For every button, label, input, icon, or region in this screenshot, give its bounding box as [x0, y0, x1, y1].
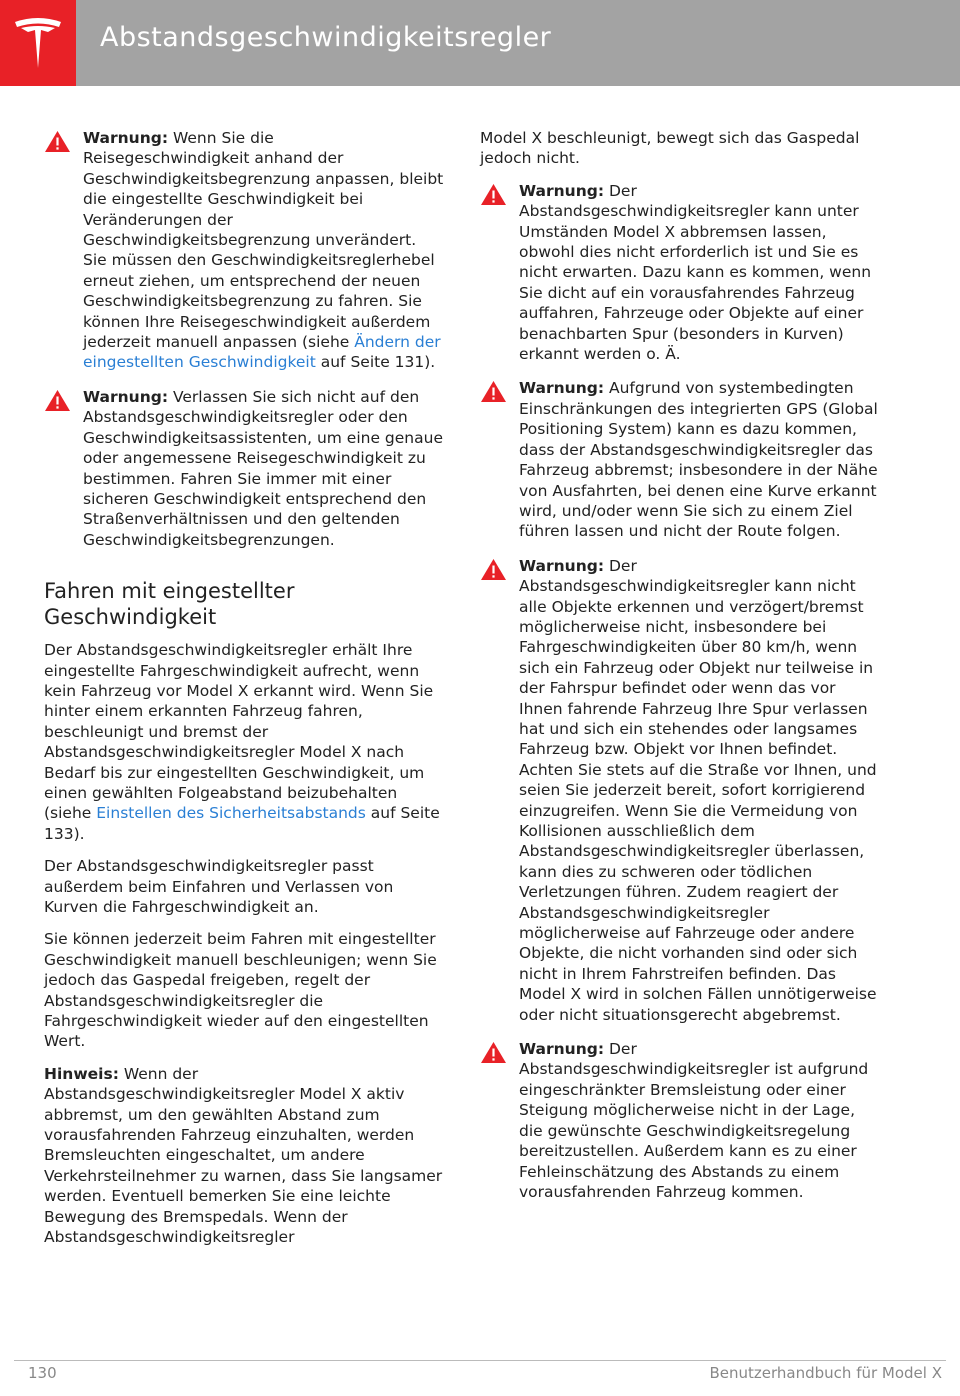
link-einstellen-des-sicherheitsabstands[interactable]: Einstellen des Sicherheitsabstands: [96, 804, 366, 823]
footer-title: Benutzerhandbuch für Model X: [709, 1364, 942, 1382]
warning-block: [44, 128, 444, 373]
warning-block: [480, 378, 880, 541]
page-header: [0, 0, 960, 86]
warning-label: Warnung:: [519, 379, 605, 398]
page-number: 130: [28, 1364, 57, 1382]
tesla-logo-icon: [0, 0, 76, 86]
paragraph: Model X beschleunigt, bewegt sich das Gaspedal jedoch nicht.: [480, 129, 860, 168]
paragraph: [44, 640, 444, 844]
note: [44, 1064, 444, 1248]
warning-triangle-icon: [480, 380, 507, 403]
warning-triangle-icon: [480, 183, 507, 206]
warning-text: Der Abstandsgeschwindigkeitsregler kann unter Umständen Model X abbremsen lassen, obwohl dies nicht erforderlich ist und Sie es nicht erwarten. Dazu kann es kommen, wenn Sie dicht auf ein vorausfahrendes Fahrzeug auffahren, Fahrzeuge oder Objekte auf einer benachbarten Spur (besonders in Kurven) erkannt werden o. Ä.: [519, 181, 872, 364]
warning-text: Der Abstandsgeschwindigkeitsregler ist aufgrund eingeschränkter Bremsleistung oder einer Steigung möglicherweise nicht in der Lage, die gewünschte Geschwindigkeitsregelung bereitzustellen. Außerdem kann es zu einer Fehleinschätzung des Abstands zu einem vorausfahrenden Fahrzeug kommen.: [519, 1040, 869, 1201]
warning-block: [480, 1039, 880, 1202]
warning-triangle-icon: [480, 558, 507, 581]
warning-text-end: auf Seite 131).: [315, 353, 436, 372]
paragraph: Der Abstandsgeschwindigkeitsregler passt außerdem beim Einfahren und Verlassen von Kurven die Fahrgeschwindigkeit an.: [44, 857, 394, 916]
warning-label: Warnung:: [519, 1040, 605, 1059]
note-label: Hinweis:: [44, 1064, 119, 1083]
warning-block: [480, 556, 880, 1025]
warning-text: Wenn Sie die Reisegeschwindigkeit anhand der Geschwindigkeitsbegrenzung anpassen, bleibt die eingestellte Geschwindigkeit bei Veränderungen der Geschwindigkeitsbegrenzung unverändert. Sie müssen den Geschwindigkeitsreglerhebel erneut ziehen, um entsprechend der neuen Geschwindigkeitsbegrenzung zu fahren. Sie können Ihre Reisegeschwindigkeit außerdem jederzeit manuell anpassen (siehe: [83, 129, 444, 352]
warning-text: Verlassen Sie sich nicht auf den Abstandsgeschwindigkeitsregler oder den Geschwindigkeitsassistenten, um eine genaue oder angemessene Reisegeschwindigkeit zu bestimmen. Fahren Sie immer mit einer sicheren Geschwindigkeit entsprechend den Straßenverhältnissen und den geltenden Geschwindigkeitsbegrenzungen.: [83, 387, 443, 549]
left-column: [44, 128, 444, 1260]
warning-label: Warnung:: [83, 129, 169, 147]
warning-label: Warnung:: [83, 387, 169, 406]
paragraph: Sie können jederzeit beim Fahren mit eingestellter Geschwindigkeit manuell beschleunigen; wenn Sie jedoch das Gaspedal freigeben, regelt der Abstandsgeschwindigkeitsregler die Fahrgeschwindigkeit wieder auf den eingestellten Wert.: [44, 930, 437, 1051]
warning-label: Warnung:: [519, 556, 605, 575]
link-aendern-der-eingestellten-geschwindigkeit[interactable]: Ändern der eingestellten Geschwindigkeit: [83, 333, 441, 372]
footer-divider: [14, 1360, 946, 1361]
warning-block: [44, 387, 444, 550]
right-column: [480, 128, 880, 1216]
note-text: Wenn der Abstandsgeschwindigkeitsregler Model X aktiv abbremst, um den gewählten Abstand zum vorausfahrenden Fahrzeug einzuhalten, werden Bremsleuchten eingeschaltet, um andere Verkehrsteilnehmer zu warnen, dass Sie langsamer werden. Eventuell bemerken Sie eine leichte Bewegung des Bremspedals. Wenn der Abstandsgeschwindigkeitsregler: [44, 1064, 443, 1247]
warning-triangle-icon: [44, 389, 71, 412]
page-title: Abstandsgeschwindigkeitsregler: [100, 22, 552, 53]
warning-block: [480, 181, 880, 365]
warning-triangle-icon: [480, 1041, 507, 1064]
warning-label: Warnung:: [519, 181, 605, 200]
section-heading: Fahren mit eingestellter Geschwindigkeit: [44, 579, 295, 630]
warning-text: Aufgrund von systembedingten Einschränkungen des integrierten GPS (Global Positioning System) kann es dazu kommen, dass der Abstandsgeschwindigkeitsregler das Fahrzeug abbremst; insbesondere in der Nähe von Ausfahrten, bei denen eine Kurve erkannt wird, und/oder wenn Sie sich zu einem Ziel führen lassen und nicht der Route folgen.: [519, 379, 878, 541]
warning-text: Der Abstandsgeschwindigkeitsregler kann nicht alle Objekte erkennen und verzögert/bremst möglicherweise nicht, insbesondere bei Fahrgeschwindigkeiten über 80 km/h, wenn sich ein Fahrzeug oder Objekt nur teilweise in der Fahrspur befindet oder wenn das vor Ihnen fahrende Fahrzeug Ihre Spur verlassen hat und sich ein stehendes oder langsames Fahrzeug bzw. Objekt vor Ihnen befindet. Achten Sie stets auf die Straße vor Ihnen, und seien Sie jederzeit bereit, sofort korrigierend einzugreifen. Wenn Sie die Vermeidung von Kollisionen ausschließlich dem Abstandsgeschwindigkeitsregler überlassen, kann dies zu schweren oder tödlichen Verletzungen führen. Zudem reagiert der Abstandsgeschwindigkeitsregler möglicherweise auf Fahrzeuge oder andere Objekte, die nicht vorhanden sind oder sich nicht in Ihrem Fahrstreifen befinden. Das Model X wird in solchen Fällen unnötigerweise oder nicht situationsgerecht abgebremst.: [519, 556, 877, 1024]
paragraph-text-end: auf Seite 133).: [44, 804, 440, 843]
paragraph-text: Der Abstandsgeschwindigkeitsregler erhält Ihre eingestellte Fahrgeschwindigkeit aufrecht, wenn kein Fahrzeug vor Model X erkannt wird. Wenn Sie hinter einem erkannten Fahrzeug fahren, beschleunigt und bremst der Abstandsgeschwindigkeitsregler Model X nach Bedarf bis zur eingestellten Geschwindigkeit, um einen gewählten Folgeabstand beizubehalten (siehe: [44, 641, 434, 823]
warning-triangle-icon: [44, 130, 71, 153]
